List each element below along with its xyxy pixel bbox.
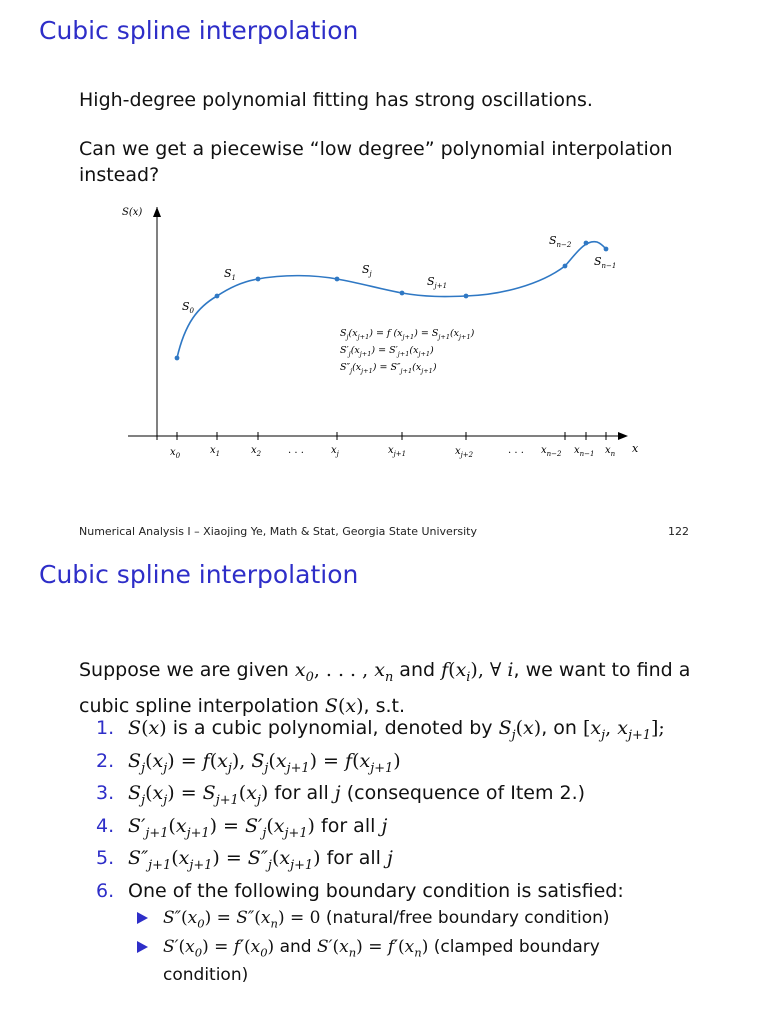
tick-xn1: $x_{n-1}$	[574, 445, 595, 458]
tick-xj: $x_j$	[331, 445, 339, 458]
list-item-5: 5. $S''_{j+1}(x_{j+1}) = S''_j(x_{j+1})$ for all j	[96, 847, 393, 873]
item3-text-a: for all	[274, 782, 329, 804]
slide-123	[0, 550, 768, 1024]
bullet-natural: $S''(x_0) = S''(x_n) = 0$ (natural/free boundary condition)	[137, 907, 657, 934]
item1-text-a: is a cubic polynomial, denoted by	[172, 717, 493, 739]
boundary-conditions-list	[137, 907, 657, 988]
conditions-list	[96, 714, 716, 909]
paragraph-oscillations: High-degree polynomial fitting has strong oscillations.	[79, 89, 593, 111]
intro-text-d: cubic spline interpolation	[79, 694, 319, 717]
paragraph-intro	[79, 656, 699, 720]
bullet2-text: (clamped boundary condition)	[163, 937, 600, 985]
intro-text-b: and	[399, 659, 436, 681]
tick-x0: $x_0$	[170, 447, 181, 460]
tick-xj2: $x_{j+2}$	[455, 446, 474, 459]
list-item-4: 4. $S'_{j+1}(x_{j+1}) = S'_j(x_{j+1})$ for all j	[96, 814, 388, 841]
bullet-triangle-icon	[137, 912, 148, 924]
list-item-1: 1. S(x) is a cubic polynomial, denoted by $S_j(x)$, on [$x_j$, $x_{j+1}$];	[96, 717, 665, 743]
item1-text-b: , on	[541, 717, 577, 739]
condition-second-derivative: $S''_j(x_{j+1}) = S''_{j+1}(x_{j+1})$	[340, 362, 437, 375]
intro-text-c: , we want to find a	[513, 659, 691, 681]
math-fxi: $f(x_i)$, ∀ i	[441, 659, 514, 685]
label-s1: $S_1$	[224, 267, 237, 282]
label-sj: $S_j$	[362, 263, 372, 278]
tick-xn: $x_n$	[605, 445, 616, 458]
bullet2-and: and	[279, 937, 312, 958]
slide-title: Cubic spline interpolation	[39, 560, 359, 589]
x-axis-label: x	[632, 442, 639, 455]
math-sx: S(x)	[324, 694, 364, 717]
tick-xj1: $x_{j+1}$	[388, 445, 407, 458]
label-sj1: $S_{j+1}$	[427, 275, 448, 290]
item6-text: One of the following boundary condition is satisfied:	[128, 879, 624, 902]
page-number: 122	[668, 525, 689, 538]
spline-figure	[0, 195, 768, 495]
math-nodes: $x_0$, . . . , $x_n$	[294, 659, 394, 685]
tick-dots-2: . . .	[508, 445, 524, 456]
label-sn2: $S_{n-2}$	[549, 234, 572, 249]
list-item-3: 3. $S_j(x_j) = S_{j+1}(x_j)$ for all j (consequence of Item 2.)	[96, 782, 586, 808]
x-axis-arrow	[618, 432, 628, 440]
tick-dots-1: . . .	[288, 445, 304, 456]
tick-x1: $x_1$	[210, 445, 221, 458]
continuity-conditions	[340, 328, 475, 375]
y-axis-label: S(x)	[122, 207, 143, 218]
x-tick-labels	[170, 445, 616, 460]
label-s0: $S_0$	[182, 300, 195, 315]
spline-curve	[177, 242, 606, 358]
bullet-triangle-icon	[137, 941, 148, 953]
bullet-clamped: $S'(x_0) = f'(x_0)$ and $S'(x_n) = f'(x_n)$ (clamped boundary condition)	[137, 936, 657, 985]
condition-first-derivative: $S'_j(x_{j+1}) = S'_{j+1}(x_{j+1})$	[340, 345, 434, 358]
item5-text-a: for all	[326, 847, 381, 869]
paragraph-question: Can we get a piecewise “low degree” polynomial interpolation instead?	[79, 138, 673, 186]
intro-text-e: , s.t.	[363, 694, 406, 717]
condition-value: $S_j(x_{j+1}) = f$ $(x_{j+1}) = S_{j+1}(x_{j+1})$	[340, 328, 475, 341]
slide-title: Cubic spline interpolation	[39, 16, 359, 45]
knot-points	[175, 241, 609, 361]
y-axis-arrow	[153, 207, 161, 217]
tick-x2: $x_2$	[251, 445, 262, 458]
label-sn1: $S_{n-1}$	[594, 255, 617, 270]
slide-footer: Numerical Analysis I – Xiaojing Ye, Math & Stat, Georgia State University	[79, 525, 477, 538]
item4-text-a: for all	[321, 814, 376, 837]
list-item-6: 6. One of the following boundary condition is satisfied:	[96, 879, 624, 902]
bullet1-text: (natural/free boundary condition)	[325, 908, 610, 928]
list-item-2: 2. $S_j(x_j) = f(x_j)$, $S_j(x_{j+1}) = f(x_{j+1})$	[96, 749, 401, 776]
intro-text-a: Suppose we are given	[79, 659, 289, 681]
item3-text-b: (consequence of Item 2.)	[346, 782, 586, 804]
tick-xn2: $x_{n-2}$	[541, 445, 562, 458]
